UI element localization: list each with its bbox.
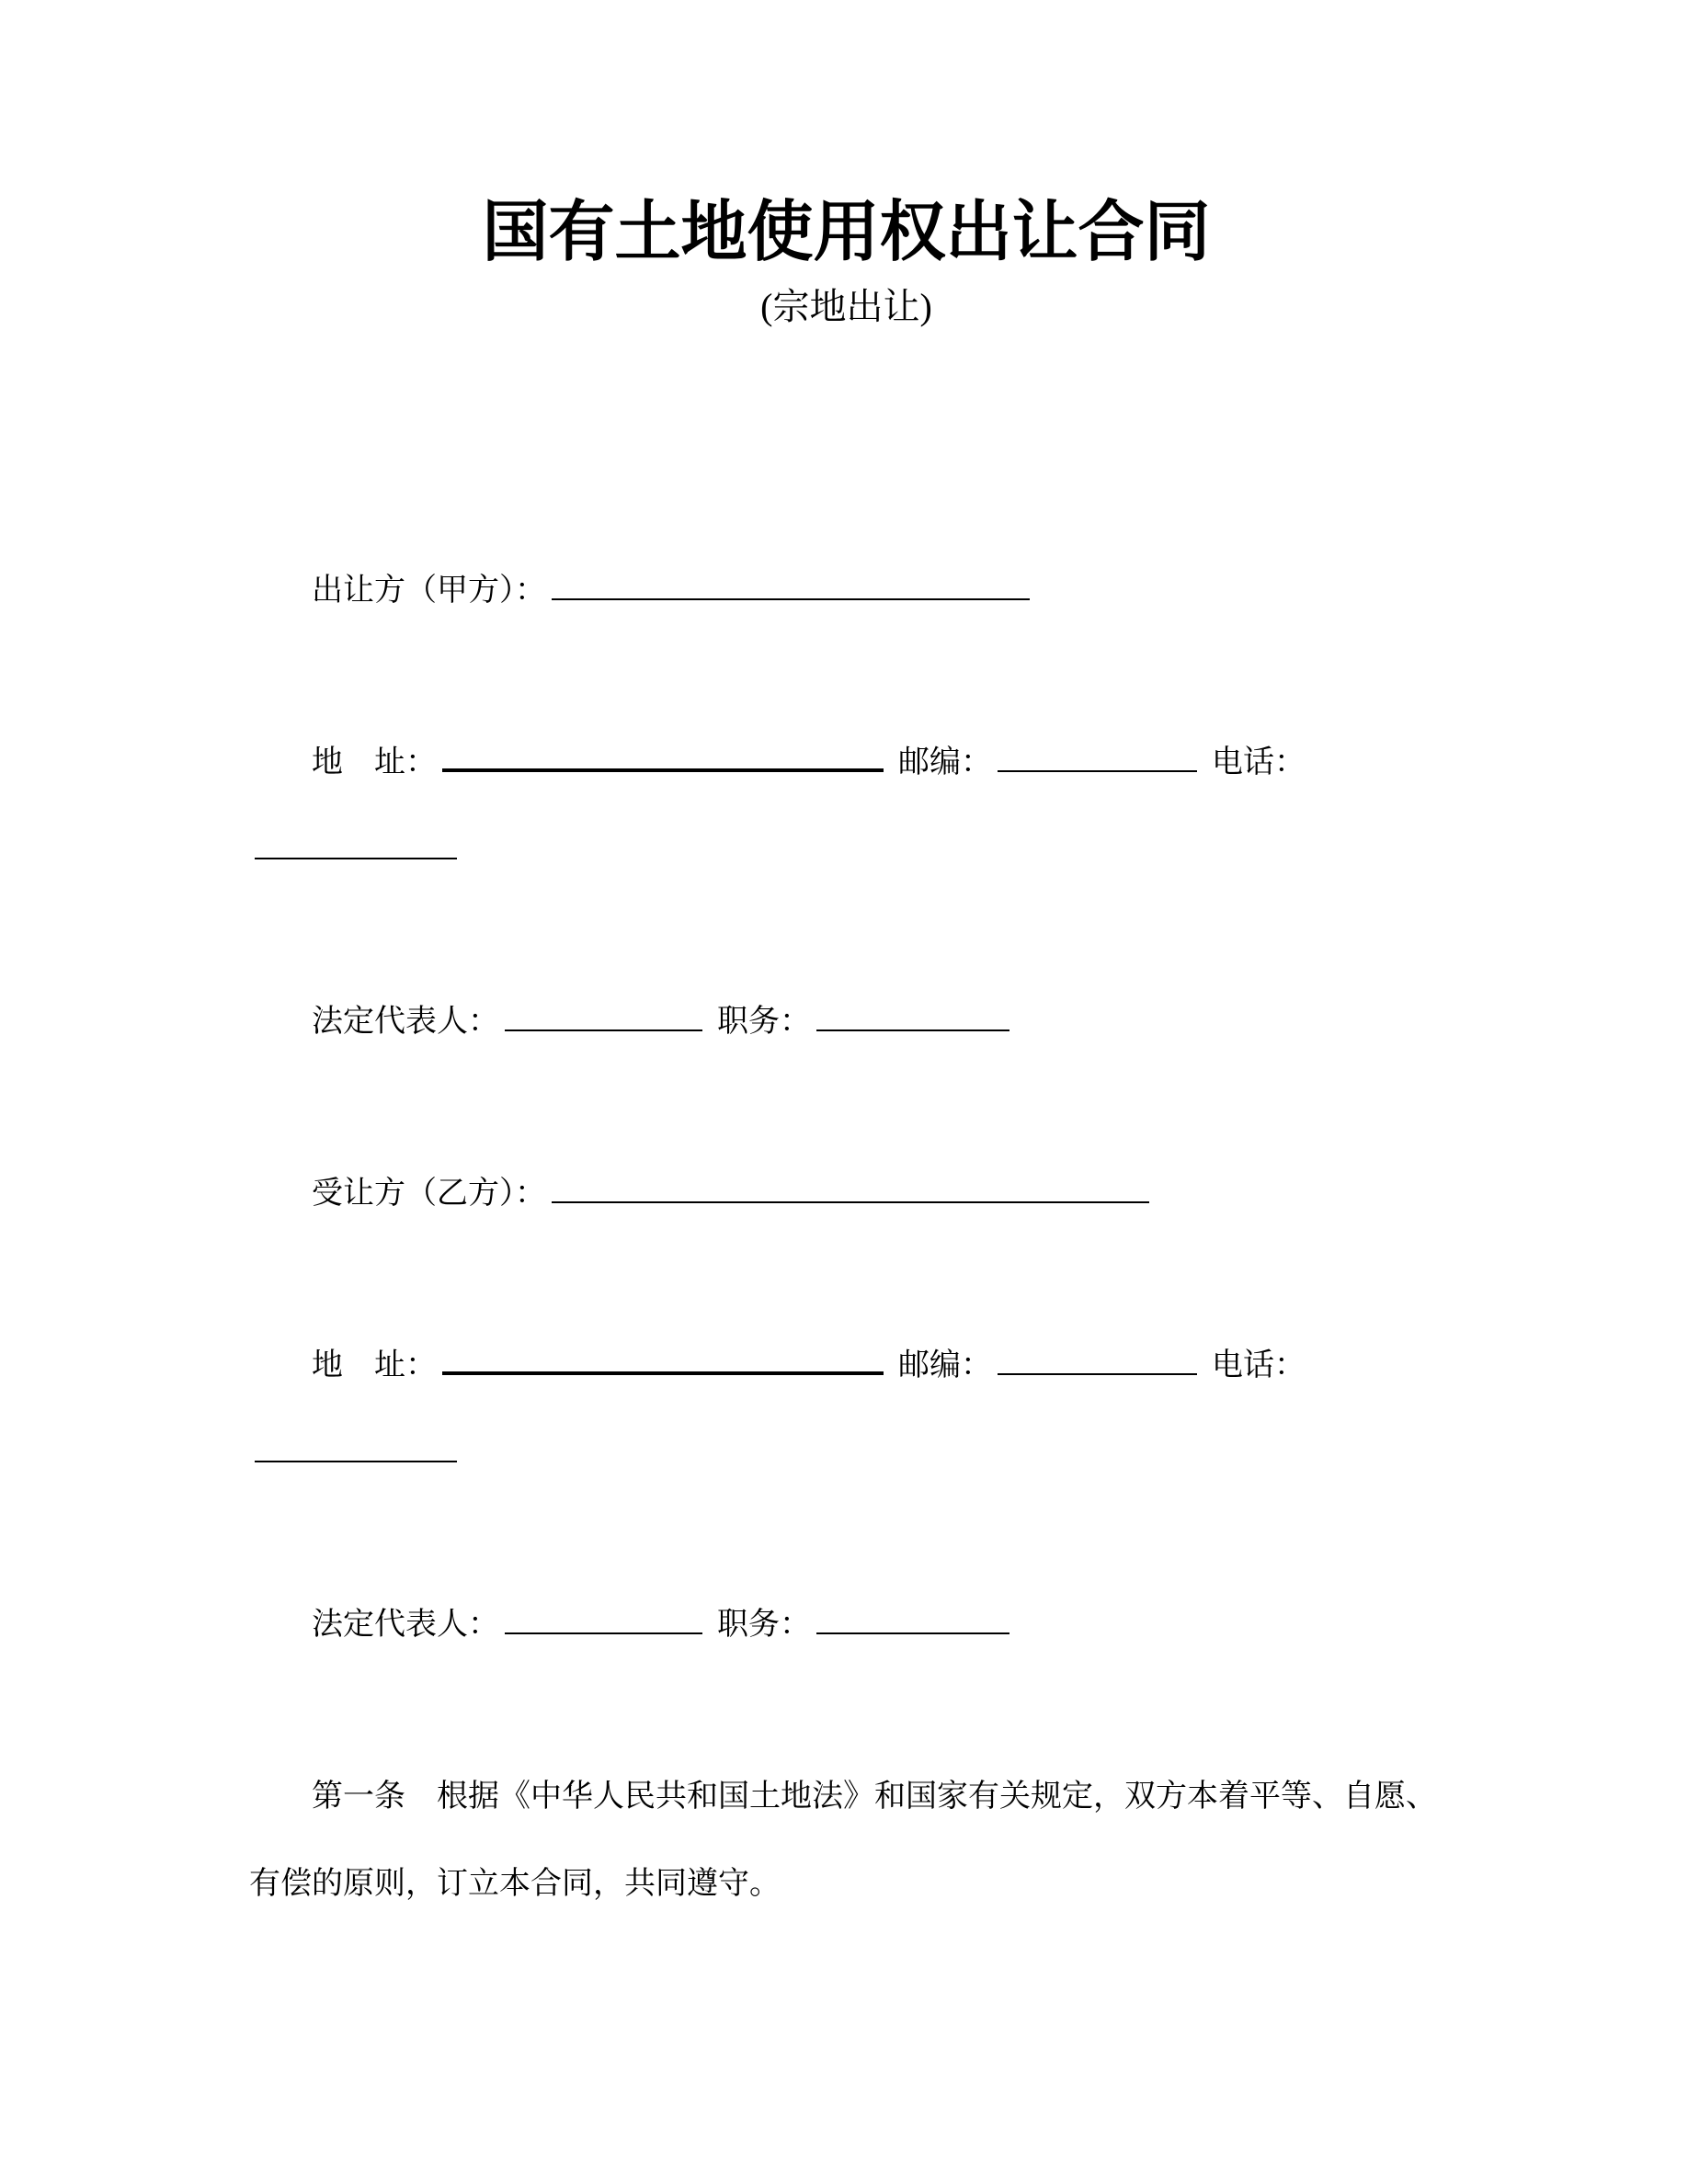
- party-a-address-label: 地 址：: [312, 745, 437, 779]
- party-a-name-blank[interactable]: [552, 563, 1030, 600]
- party-a-job-title-label: 职务：: [717, 1005, 811, 1039]
- document-subtitle: (宗地出让): [760, 286, 932, 327]
- party-b-label: 受让方（乙方）：: [312, 1177, 546, 1211]
- party-b-legal-rep-row: [249, 1581, 1443, 1668]
- party-b-phone-label: 电话：: [1212, 1348, 1306, 1382]
- page-content: [0, 191, 1688, 1928]
- party-b-phone-blank[interactable]: [255, 1426, 457, 1462]
- party-b-job-title-label: 职务：: [717, 1608, 811, 1642]
- article-1-paragraph: 第一条 根据《中华人民共和国土地法》和国家有关规定，双方本着平等、自愿、有偿的原则，订立本合同，共同遵守。: [249, 1780, 1437, 1901]
- party-a-zip-label: 邮编：: [898, 745, 992, 779]
- party-b-name-blank[interactable]: [552, 1166, 1149, 1203]
- party-a-address-row: [249, 719, 1443, 893]
- document-title: 国有土地使用权出让合同: [482, 196, 1211, 269]
- party-b-address-label: 地 址：: [312, 1348, 437, 1382]
- party-a-legal-rep-row: [249, 978, 1443, 1065]
- party-a-zip-blank[interactable]: [998, 735, 1197, 772]
- party-b-legal-rep-label: 法定代表人：: [312, 1608, 499, 1642]
- party-a-job-title-blank[interactable]: [816, 995, 1009, 1031]
- party-b-zip-label: 邮编：: [898, 1348, 992, 1382]
- party-b-legal-rep-blank[interactable]: [505, 1598, 702, 1634]
- party-b-zip-blank[interactable]: [998, 1338, 1197, 1375]
- party-a-phone-blank[interactable]: [255, 823, 457, 859]
- party-a-phone-label: 电话：: [1212, 745, 1306, 779]
- party-a-legal-rep-label: 法定代表人：: [312, 1005, 499, 1039]
- party-b-job-title-blank[interactable]: [816, 1598, 1009, 1634]
- party-b-address-blank[interactable]: [442, 1337, 884, 1375]
- parties-form-section: [249, 547, 1443, 1668]
- party-a-address-blank[interactable]: [442, 734, 884, 772]
- party-a-label: 出让方（甲方）：: [312, 574, 546, 608]
- party-b-row: [249, 1150, 1443, 1237]
- party-a-row: [249, 547, 1443, 634]
- party-b-address-row: [249, 1322, 1443, 1496]
- party-a-legal-rep-blank[interactable]: [505, 995, 702, 1031]
